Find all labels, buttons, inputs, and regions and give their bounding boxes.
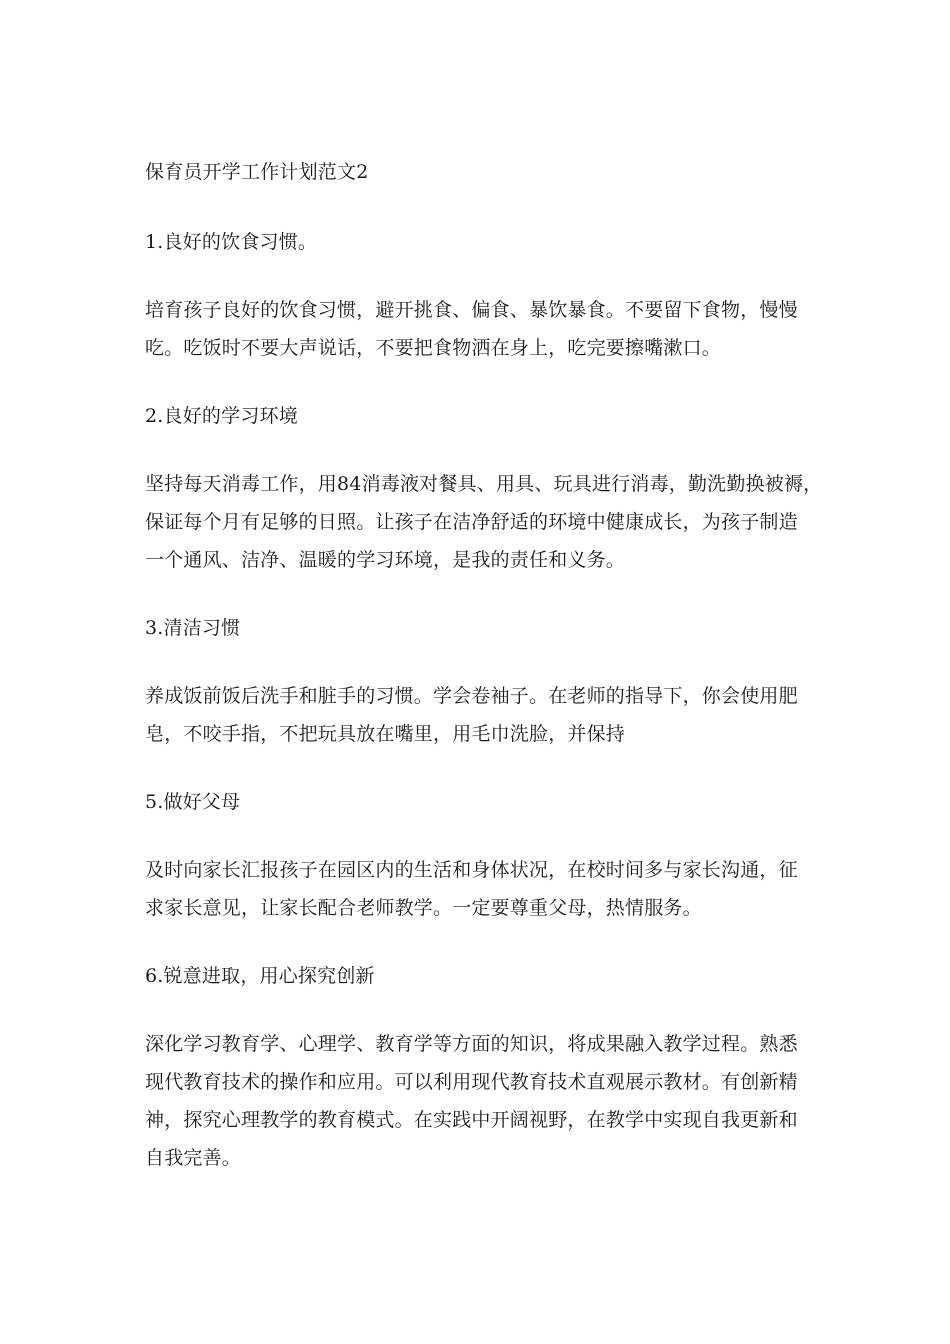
section-6-paragraph-line: 深化学习教育学、心理学、教育学等方面的知识，将成果融入教学过程。熟悉 xyxy=(145,1033,798,1055)
section-5-paragraph-line: 及时向家长汇报孩子在园区内的生活和身体状况，在校时间多与家长沟通，征 xyxy=(145,859,798,881)
section-2-paragraph-line: 保证每个月有足够的日照。让孩子在洁净舒适的环境中健康成长，为孩子制造 xyxy=(145,511,798,533)
section-2-paragraph-line: 坚持每天消毒工作，用84消毒液对餐具、用具、玩具进行消毒，勤洗勤换被褥， xyxy=(145,473,823,495)
section-1-paragraph-line: 吃。吃饭时不要大声说话，不要把食物洒在身上，吃完要擦嘴漱口。 xyxy=(145,337,722,359)
section-6-paragraph-line: 自我完善。 xyxy=(145,1147,242,1169)
section-3-paragraph-line: 养成饭前饭后洗手和脏手的习惯。学会卷袖子。在老师的指导下，你会使用肥 xyxy=(145,685,798,707)
section-5-heading: 5.做好父母 xyxy=(145,791,241,813)
section-2-paragraph-line: 一个通风、洁净、温暖的学习环境，是我的责任和义务。 xyxy=(145,549,626,571)
section-5-paragraph-line: 求家长意见，让家长配合老师教学。一定要尊重父母，热情服务。 xyxy=(145,897,702,919)
section-3-heading: 3.清洁习惯 xyxy=(145,617,241,639)
section-6-heading: 6.锐意进取，用心探究创新 xyxy=(145,965,375,987)
document-title: 保育员开学工作计划范文2 xyxy=(145,161,369,183)
section-6-paragraph-line: 现代教育技术的操作和应用。可以利用现代教育技术直观展示教材。有创新精 xyxy=(145,1071,798,1093)
section-1-paragraph-line: 培育孩子良好的饮食习惯，避开挑食、偏食、暴饮暴食。不要留下食物，慢慢 xyxy=(145,299,798,321)
section-3-paragraph-line: 皂，不咬手指，不把玩具放在嘴里，用毛巾洗脸，并保持 xyxy=(145,723,626,745)
section-1-heading: 1.良好的饮食习惯。 xyxy=(145,231,318,253)
section-2-heading: 2.良好的学习环境 xyxy=(145,405,298,427)
section-6-paragraph-line: 神，探究心理教学的教育模式。在实践中开阔视野，在教学中实现自我更新和 xyxy=(145,1109,798,1131)
